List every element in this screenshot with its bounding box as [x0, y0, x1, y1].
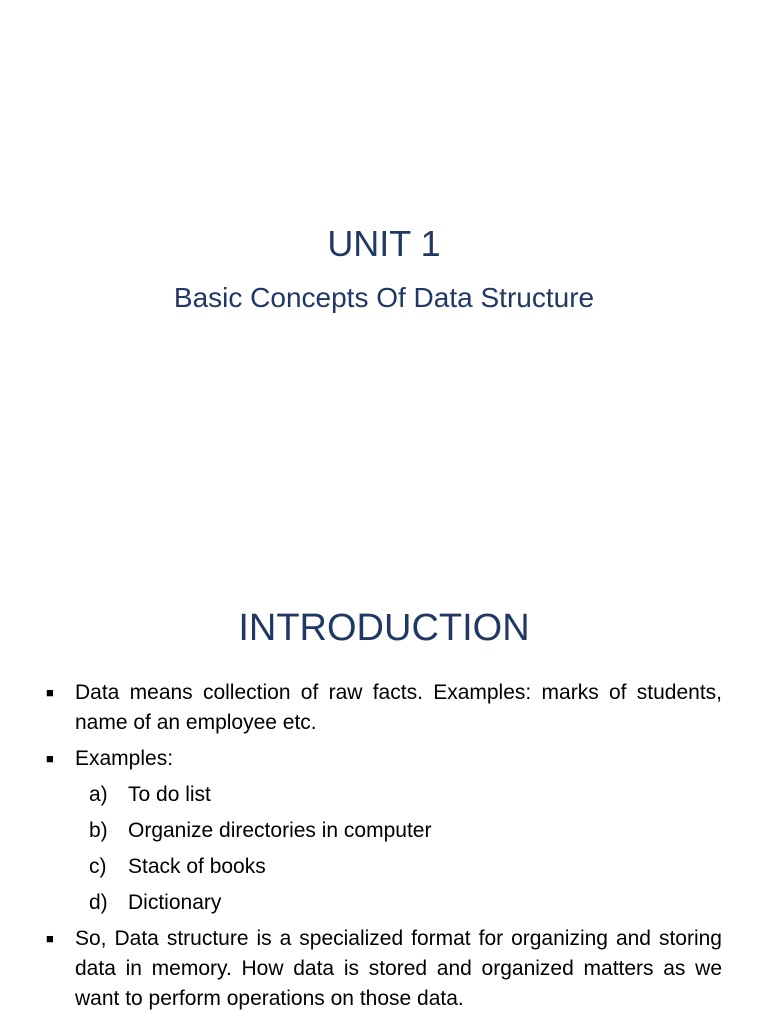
list-item	[46, 852, 722, 882]
list-item	[46, 888, 722, 918]
list-item-text: To do list	[128, 783, 211, 806]
bullet-item	[46, 744, 722, 774]
list-item-text: Dictionary	[128, 891, 222, 914]
unit-title: UNIT 1	[327, 223, 441, 264]
introduction-slide	[0, 512, 768, 1024]
square-bullet-icon: ■	[46, 751, 54, 766]
bullet-item	[46, 924, 722, 1014]
list-item-letter: d)	[89, 891, 108, 914]
introduction-title: INTRODUCTION	[238, 607, 530, 649]
list-item-letter: b)	[89, 819, 108, 842]
bullet-item	[46, 678, 722, 738]
list-item	[46, 816, 722, 846]
bullet-text: Examples:	[75, 747, 174, 770]
list-item-text: Stack of books	[128, 855, 266, 878]
list-item-letter: c)	[89, 855, 107, 878]
list-item	[46, 780, 722, 810]
unit-subtitle: Basic Concepts Of Data Structure	[173, 282, 595, 313]
bullet-text: So, Data structure is a specialized format for organizing and storing data in memory. How data is stored and organized matters as we want to perform operations on those data.	[75, 927, 722, 1010]
square-bullet-icon: ■	[46, 931, 54, 946]
list-item-text: Organize directories in computer	[128, 819, 432, 842]
slide-content	[46, 678, 722, 1020]
square-bullet-icon: ■	[46, 685, 54, 700]
bullet-text: Data means collection of raw facts. Examples: marks of students, name of an employee etc.	[75, 681, 722, 734]
examples-list	[46, 780, 722, 918]
list-item-letter: a)	[89, 783, 108, 806]
